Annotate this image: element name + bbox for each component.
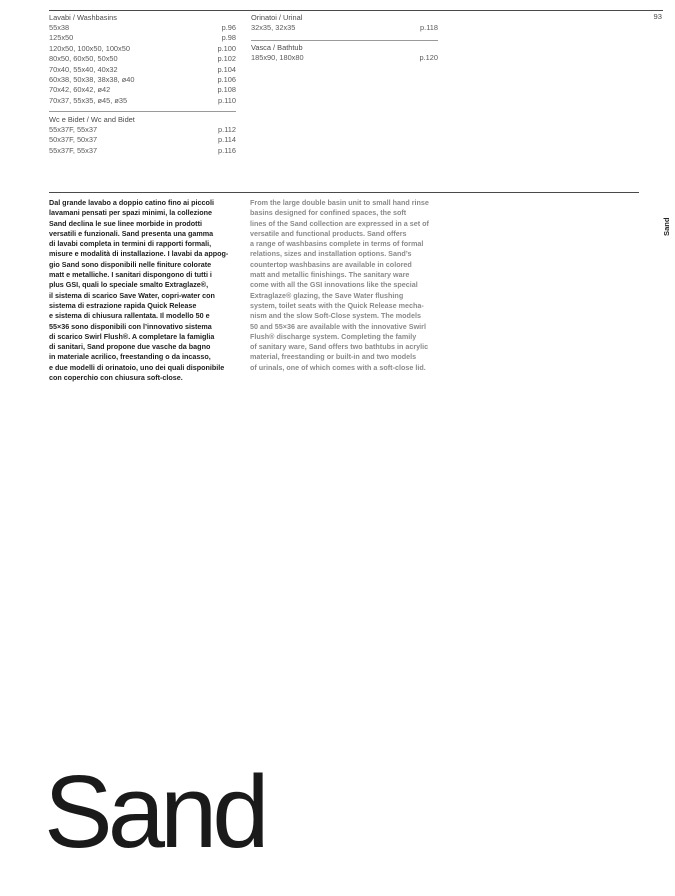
toc-row xyxy=(49,23,236,33)
toc-row xyxy=(49,54,236,64)
toc-size: 50x37F, 50x37 xyxy=(49,135,98,145)
toc-row xyxy=(49,146,236,156)
text-line: di lavabi completa in termini di rapporti formali, xyxy=(49,239,212,249)
text-line: of sanitary ware, Sand offers two bathtubs in acrylic xyxy=(250,342,429,352)
toc-size: 55x37F, 55x37 xyxy=(49,145,98,155)
text-line: con coperchio con chiusura soft-close. xyxy=(49,373,183,383)
text-line: versatili e funzionali. Sand presenta una gamma xyxy=(49,228,214,238)
text-line: Extraglaze® glazing, the Save Water flushing xyxy=(250,290,404,300)
toc-page: p.98 xyxy=(221,33,236,43)
toc-row xyxy=(49,65,236,75)
toc-row xyxy=(251,53,438,63)
toc-row xyxy=(49,75,236,85)
page-number: 93 xyxy=(653,12,662,21)
toc-page: p.112 xyxy=(218,125,236,134)
side-label: Sand xyxy=(662,217,671,236)
toc-size: 60x38, 50x38, 38x38, ø40 xyxy=(49,75,135,85)
top-rule xyxy=(49,10,663,11)
text-line: di scarico Swirl Flush®. A completare la famiglia xyxy=(49,331,215,341)
toc-page: p.114 xyxy=(218,135,236,145)
toc-row xyxy=(49,135,236,145)
body-text-italian xyxy=(49,198,239,383)
text-line: Flush® discharge system. Completing the family xyxy=(250,331,417,341)
urinal-title: Orinatoi / Urinal xyxy=(251,13,303,22)
text-line: countertop washbasins are available in colored xyxy=(250,259,412,269)
toc-size: 125x50 xyxy=(49,33,74,43)
text-line: material, freestanding or built-in and two models xyxy=(250,352,417,362)
text-line: Dal grande lavabo a doppio catino fino ai piccoli xyxy=(49,198,214,207)
text-line: lines of the Sand collection are expressed in a set of xyxy=(250,218,429,228)
toc-page: p.104 xyxy=(217,64,236,74)
text-line: 50 and 55×36 are available with the innovative Swirl xyxy=(250,321,426,331)
toc-row xyxy=(251,23,438,33)
text-line: nism and the slow Soft-Close system. The models xyxy=(250,311,421,321)
text-line: basins designed for confined spaces, the soft xyxy=(250,208,407,218)
bathtub-title: Vasca / Bathtub xyxy=(251,43,303,52)
text-line: From the large double basin unit to small hand rinse xyxy=(250,198,429,207)
body-text-english xyxy=(250,198,440,373)
text-line: versatile and functional products. Sand offers xyxy=(250,228,407,238)
text-line: a range of washbasins complete in terms of formal xyxy=(250,239,424,249)
text-line: il sistema di scarico Save Water, copri-water con xyxy=(49,290,215,300)
bathtub-list xyxy=(251,53,438,63)
section-divider xyxy=(251,40,438,41)
text-line: e due modelli di orinatoio, uno dei quali disponibile xyxy=(49,362,225,372)
toc-page: p.120 xyxy=(419,53,438,62)
text-line: e sistema di chiusura rallentata. Il modello 50 e xyxy=(49,311,210,321)
toc-row xyxy=(49,125,236,135)
collection-title: Sand xyxy=(44,754,265,869)
text-line: relations, sizes and installation options. Sand’s xyxy=(250,249,412,259)
text-line: 55×36 sono disponibili con l’innovativo sistema xyxy=(49,321,212,331)
toc-size: 80x50, 60x50, 50x50 xyxy=(49,54,118,64)
toc-page: p.100 xyxy=(217,43,236,53)
toc-size: 55x37F, 55x37 xyxy=(49,125,98,134)
toc-row xyxy=(49,96,236,106)
toc-row xyxy=(49,85,236,95)
toc-size: 120x50, 100x50, 100x50 xyxy=(49,43,130,53)
text-line: of urinals, one of which comes with a soft-close lid. xyxy=(250,362,426,372)
toc-page: p.106 xyxy=(217,75,236,85)
toc-page: p.108 xyxy=(217,85,236,95)
toc-page: p.118 xyxy=(420,23,438,32)
text-line: misure e modalità di installazione. I lavabi da appog- xyxy=(49,249,229,259)
section-divider xyxy=(49,111,236,112)
toc-size: 70x42, 60x42, ø42 xyxy=(49,85,111,95)
toc-page: p.110 xyxy=(218,95,236,105)
toc-page: p.116 xyxy=(218,145,236,155)
text-line: in materiale acrilico, freestanding o da incasso, xyxy=(49,352,211,362)
text-line: sistema di estrazione rapida Quick Release xyxy=(49,300,197,310)
toc-page: p.96 xyxy=(221,23,236,32)
text-line: come with all the GSI innovations like the special xyxy=(250,280,418,290)
text-line: plus GSI, quali lo speciale smalto Extraglaze®, xyxy=(49,280,209,290)
wc-list xyxy=(49,125,236,156)
text-line: system, toilet seats with the Quick Release mecha- xyxy=(250,300,424,310)
toc-size: 70x37, 55x35, ø45, ø35 xyxy=(49,95,128,105)
wc-title: Wc e Bidet / Wc and Bidet xyxy=(49,115,135,124)
text-line: matt and metallic finishings. The sanitary ware xyxy=(250,270,410,280)
toc-size: 32x35, 32x35 xyxy=(251,23,296,32)
toc-page: p.102 xyxy=(217,54,236,64)
urinal-list xyxy=(251,23,438,33)
toc-row xyxy=(49,44,236,54)
toc-row xyxy=(49,33,236,43)
toc-size: 70x40, 55x40, 40x32 xyxy=(49,64,118,74)
body-rule xyxy=(49,192,639,193)
toc-size: 185x90, 180x80 xyxy=(251,53,304,62)
washbasins-list xyxy=(49,23,236,106)
text-line: di sanitari, Sand propone due vasche da bagno xyxy=(49,342,211,352)
text-line: gio Sand sono disponibili nelle finiture colorate xyxy=(49,259,212,269)
toc-size: 55x38 xyxy=(49,23,70,32)
text-line: lavamani pensati per spazi minimi, la collezione xyxy=(49,208,212,218)
text-line: Sand declina le sue linee morbide in prodotti xyxy=(49,218,202,228)
washbasins-title: Lavabi / Washbasins xyxy=(49,13,117,22)
text-line: matt e metalliche. I sanitari dispongono di tutti i xyxy=(49,270,212,280)
